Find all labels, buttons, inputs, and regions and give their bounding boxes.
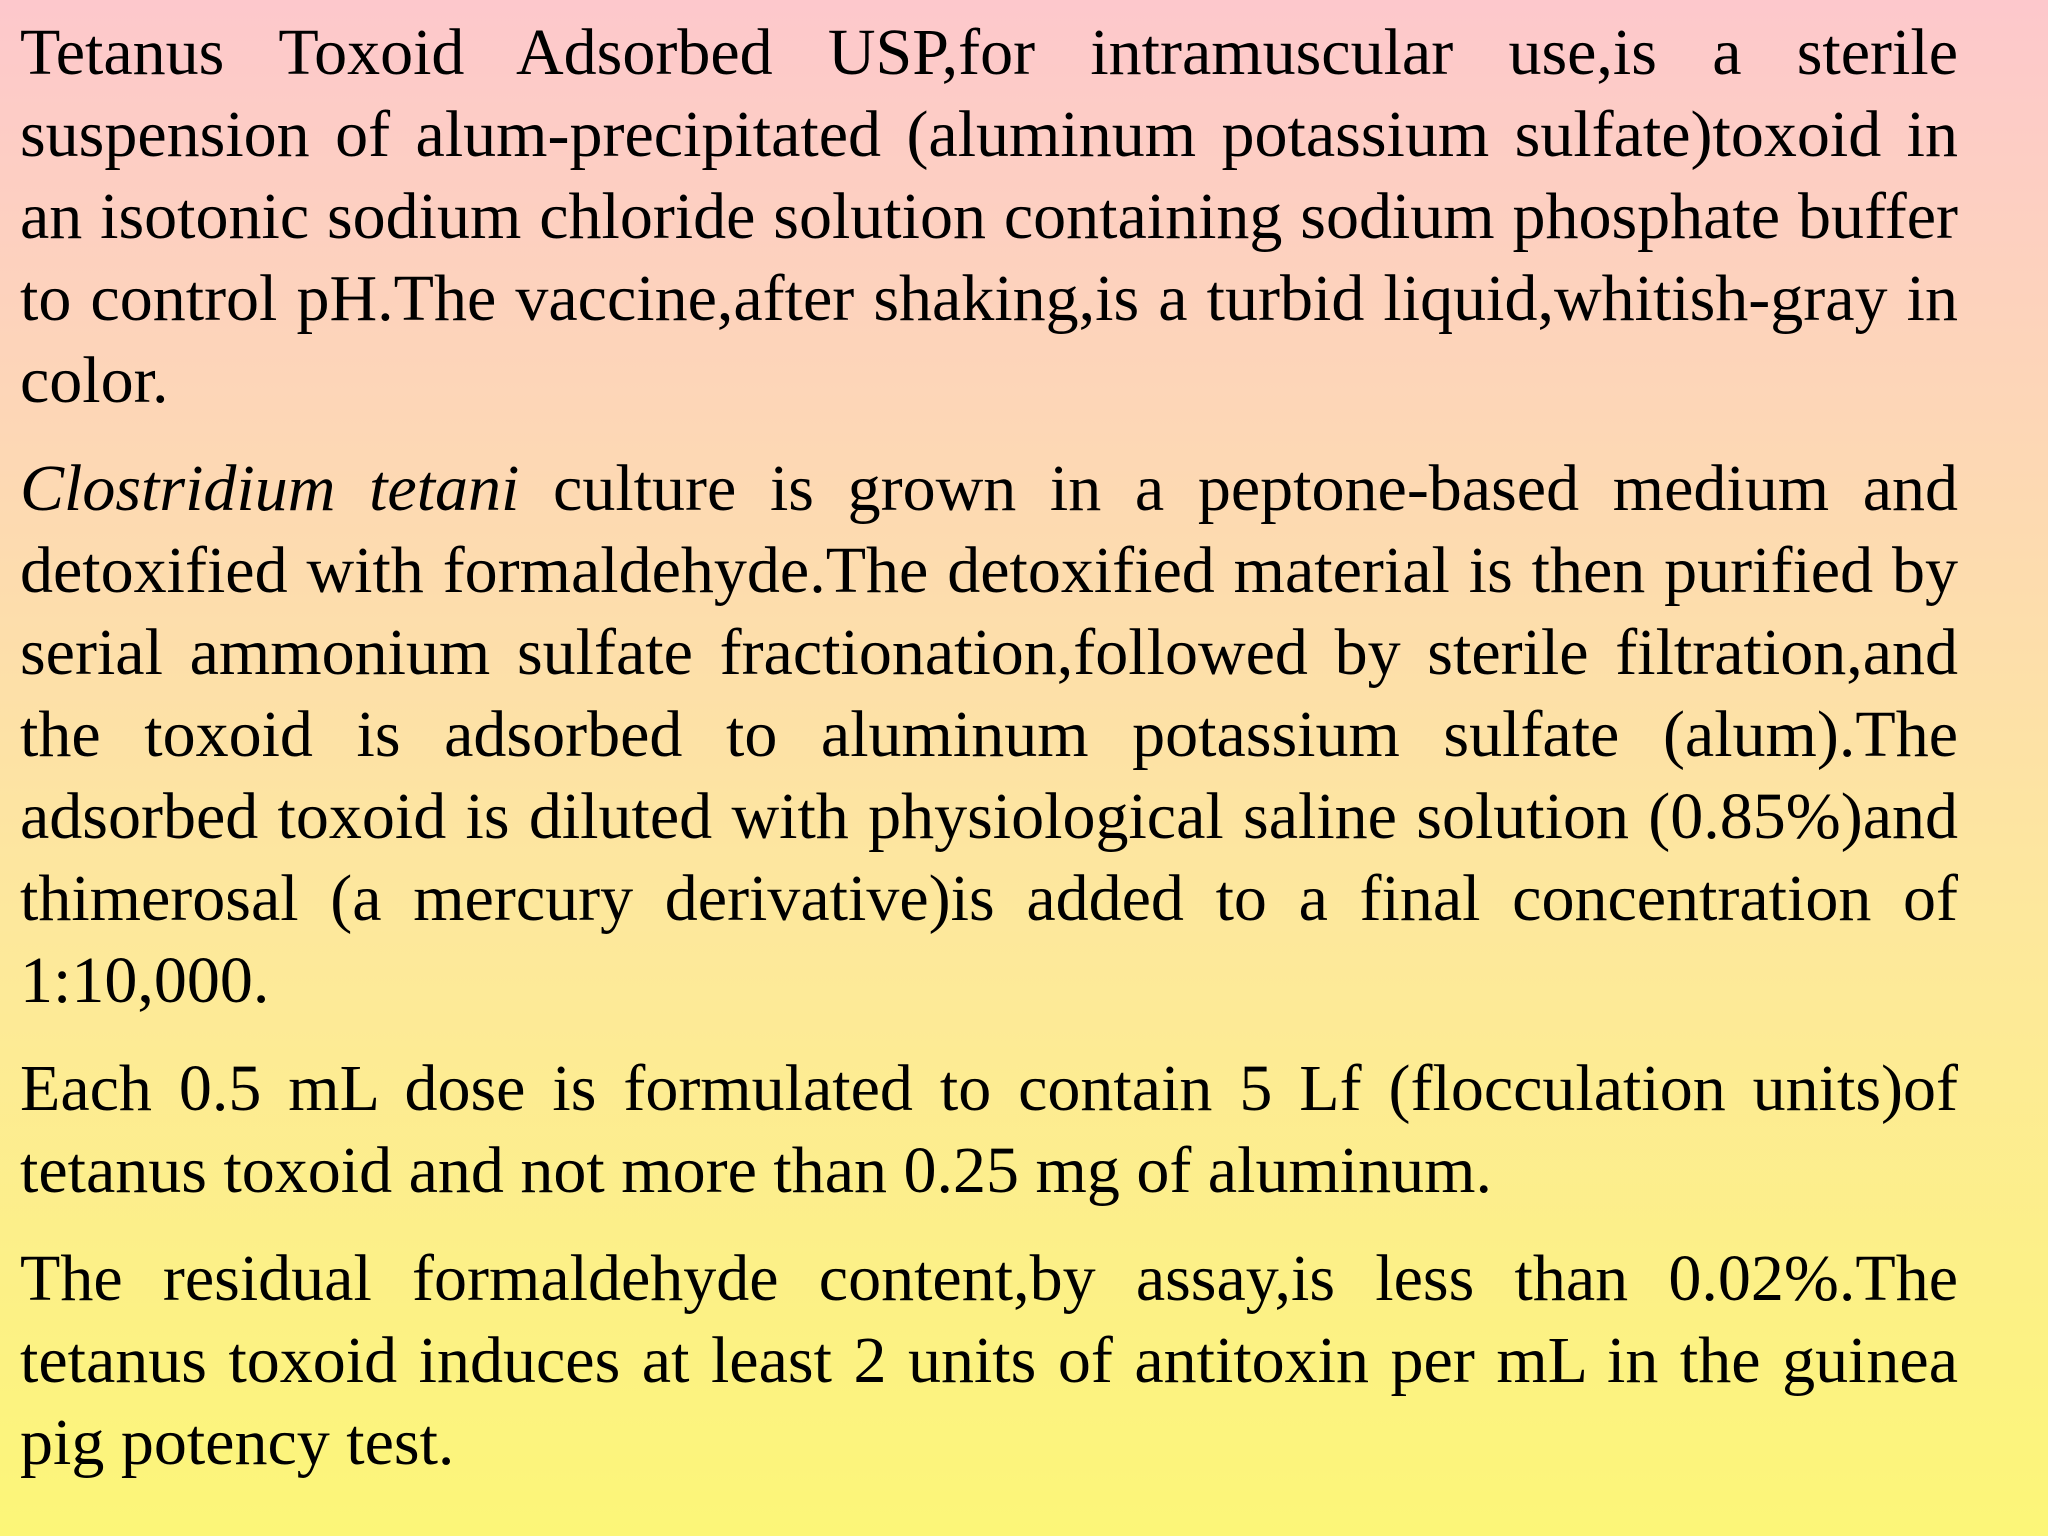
paragraph-text: Tetanus Toxoid Adsorbed USP,for intramuscular use,is a sterile suspension of alum-precipitated (aluminum potassium sulfate)toxoid in an isotonic sodium chloride solution containing sodium phosphate buffer to control pH.The vaccine,after shaking,is a turbid liquid,whitish-gray in color. [20,16,1958,417]
paragraph-manufacturing-process [20,448,1958,1022]
paragraph-text: The residual formaldehyde content,by assay,is less than 0.02%.The tetanus toxoid induces at least 2 units of antitoxin per mL in the guinea pig potency test. [20,1242,1958,1479]
paragraph-residual-and-potency [20,1238,1958,1484]
paragraph-text: culture is grown in a peptone-based medium and detoxified with formaldehyde.The detoxified material is then purified by serial ammonium sulfate fractionation,followed by sterile filtration,and the toxoid is adsorbed to aluminum potassium sulfate (alum).The adsorbed toxoid is diluted with physiological saline solution (0.85%)and thimerosal (a mercury derivative)is added to a final concentration of 1:10,000. [20,452,1958,1017]
paragraph-vaccine-description [20,12,1958,422]
slide-body [20,12,1958,1484]
paragraph-dose-formulation [20,1048,1958,1212]
organism-name: Clostridium tetani [20,452,520,525]
paragraph-text: Each 0.5 mL dose is formulated to contain 5 Lf (flocculation units)of tetanus toxoid and not more than 0.25 mg of aluminum. [20,1052,1958,1207]
